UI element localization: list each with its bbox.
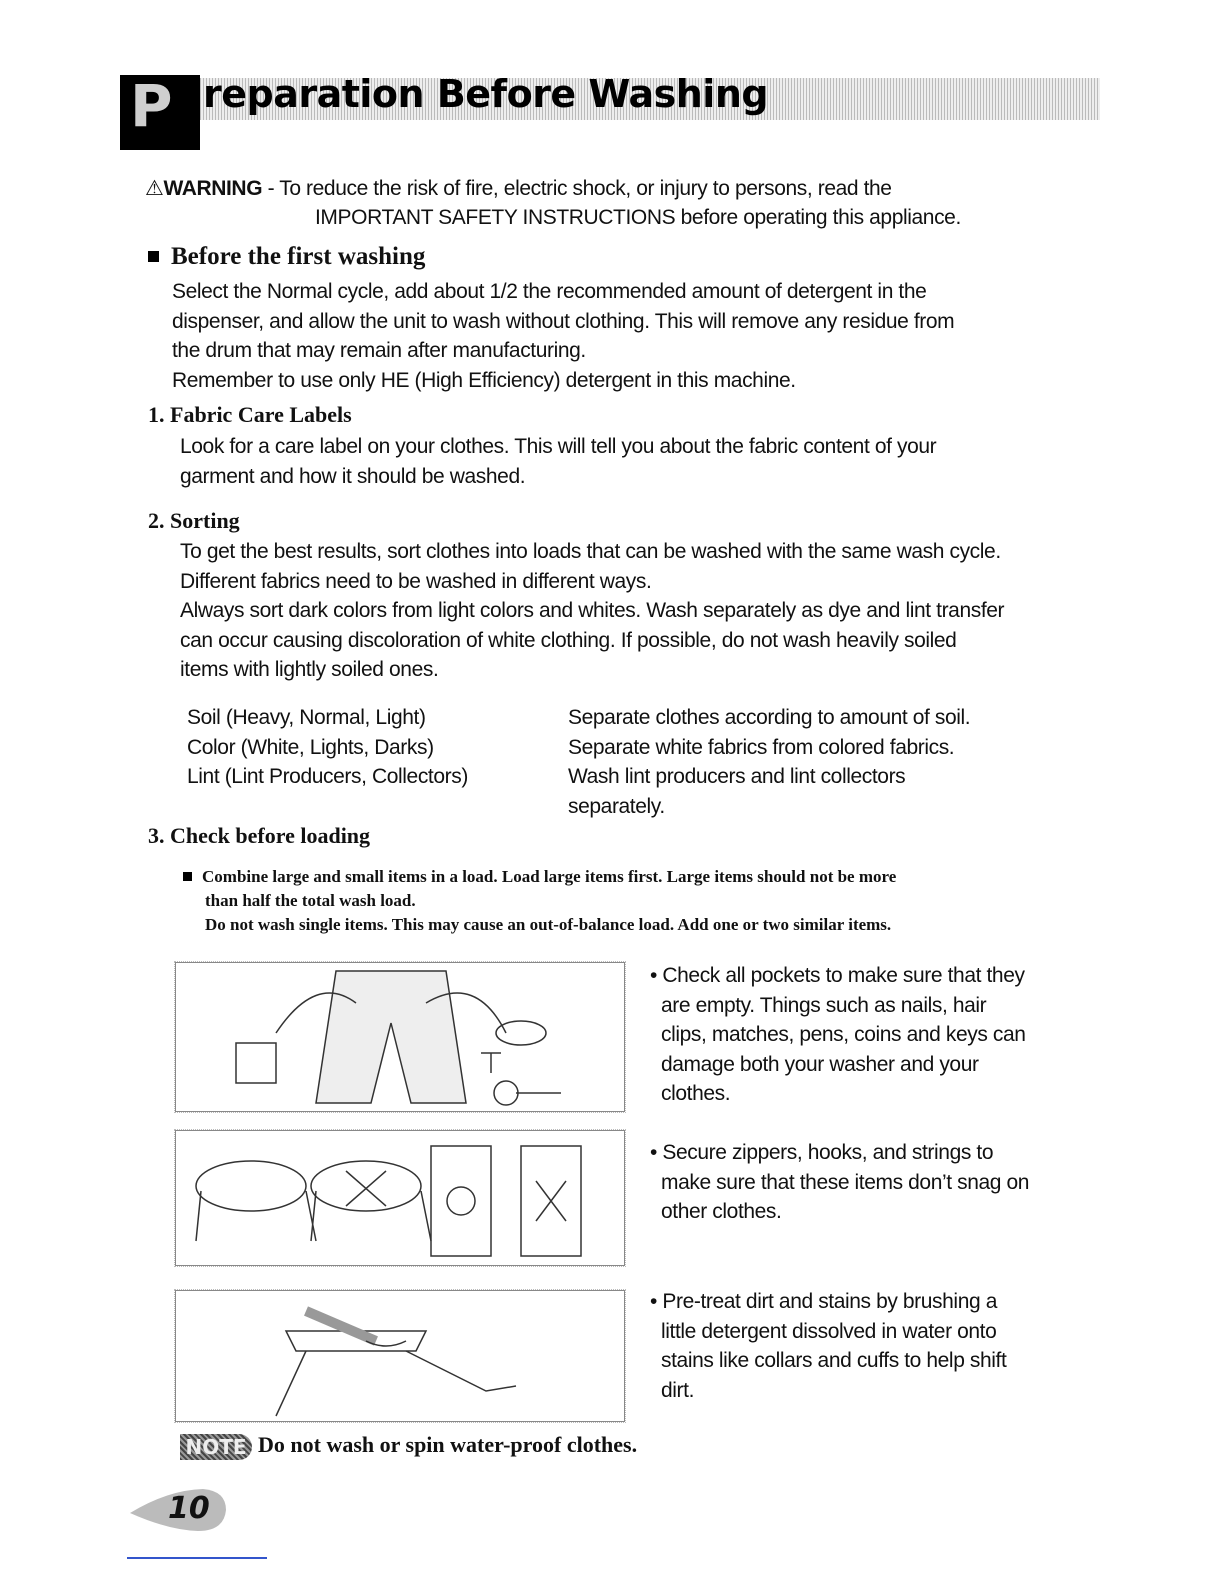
first-wash-text: Select the Normal cycle, add about 1/2 the recommended amount of detergent in the dispenser, and allow the unit to wash without clothing. This will remove any residue from the drum that may remain after manufacturing. Remember to use only HE (High Efficiency) detergent in this machine.: [172, 280, 955, 392]
pretreat-illustration: [175, 1290, 625, 1422]
tip-pockets: • Check all pockets to make sure that they are empty. Things such as nails, hair clips, matches, pens, coins and keys can damage both your washer and your clothes.: [650, 964, 1026, 1105]
page-number: 10: [168, 1491, 210, 1526]
warning-label: WARNING: [163, 177, 263, 200]
fabric-text: Look for a care label on your clothes. This will tell you about the fabric content of your garment and how it should be washed.: [180, 435, 937, 488]
warning: ⚠WARNING - To reduce the risk of fire, electric shock, or injury to persons, read the: [145, 177, 892, 200]
check-bold-text: Combine large and small items in a load. Load large items first. Large items should not be more than half the total wash load. Do not wash single items. This may cause an out-of-balance load. Add one or two similar items.: [183, 865, 896, 937]
bullet-square-icon: [183, 872, 192, 881]
bullet-square-icon: [148, 251, 159, 262]
sorting-heading: 2. Sorting: [148, 508, 240, 533]
sorting-table-right: Separate clothes according to amount of soil. Separate white fabrics from colored fabrics. Wash lint producers and lint collectors separately.: [568, 706, 971, 818]
note-text: Do not wash or spin water-proof clothes.: [258, 1432, 638, 1457]
header-initial: P: [130, 72, 173, 140]
sorting-text: To get the best results, sort clothes into loads that can be washed with the same wash cycle. Different fabrics need to be washed in different ways. Always sort dark colors from light colors and whites. Wash separately as dye and lint transfer can occur causing discoloration of white clothing. If possible, do not wash heavily soiled items with lightly soiled ones.: [180, 540, 1005, 681]
section-heading: Before the first washing: [148, 243, 425, 271]
fabric-heading: 1. Fabric Care Labels: [148, 402, 352, 427]
zippers-illustration: [175, 1130, 625, 1266]
pockets-illustration: [175, 962, 625, 1112]
warning-icon: ⚠: [145, 177, 164, 200]
note-badge: NOTE: [180, 1434, 252, 1460]
footer-line: [127, 1557, 267, 1559]
warning-line: IMPORTANT SAFETY INSTRUCTIONS before operating this appliance.: [315, 206, 961, 229]
tip-pretreat: • Pre-treat dirt and stains by brushing a little detergent dissolved in water onto stains like collars and cuffs to help shift dirt.: [650, 1290, 1007, 1402]
page-title: reparation Before Washing: [203, 72, 769, 116]
tip-zippers: • Secure zippers, hooks, and strings to make sure that these items don’t snag on other clothes.: [650, 1141, 1030, 1223]
sorting-table-left: Soil (Heavy, Normal, Light) Color (White, Lights, Darks) Lint (Lint Producers, Collectors): [187, 706, 468, 788]
check-heading: 3. Check before loading: [148, 823, 371, 848]
page-number-badge: [128, 1485, 228, 1535]
